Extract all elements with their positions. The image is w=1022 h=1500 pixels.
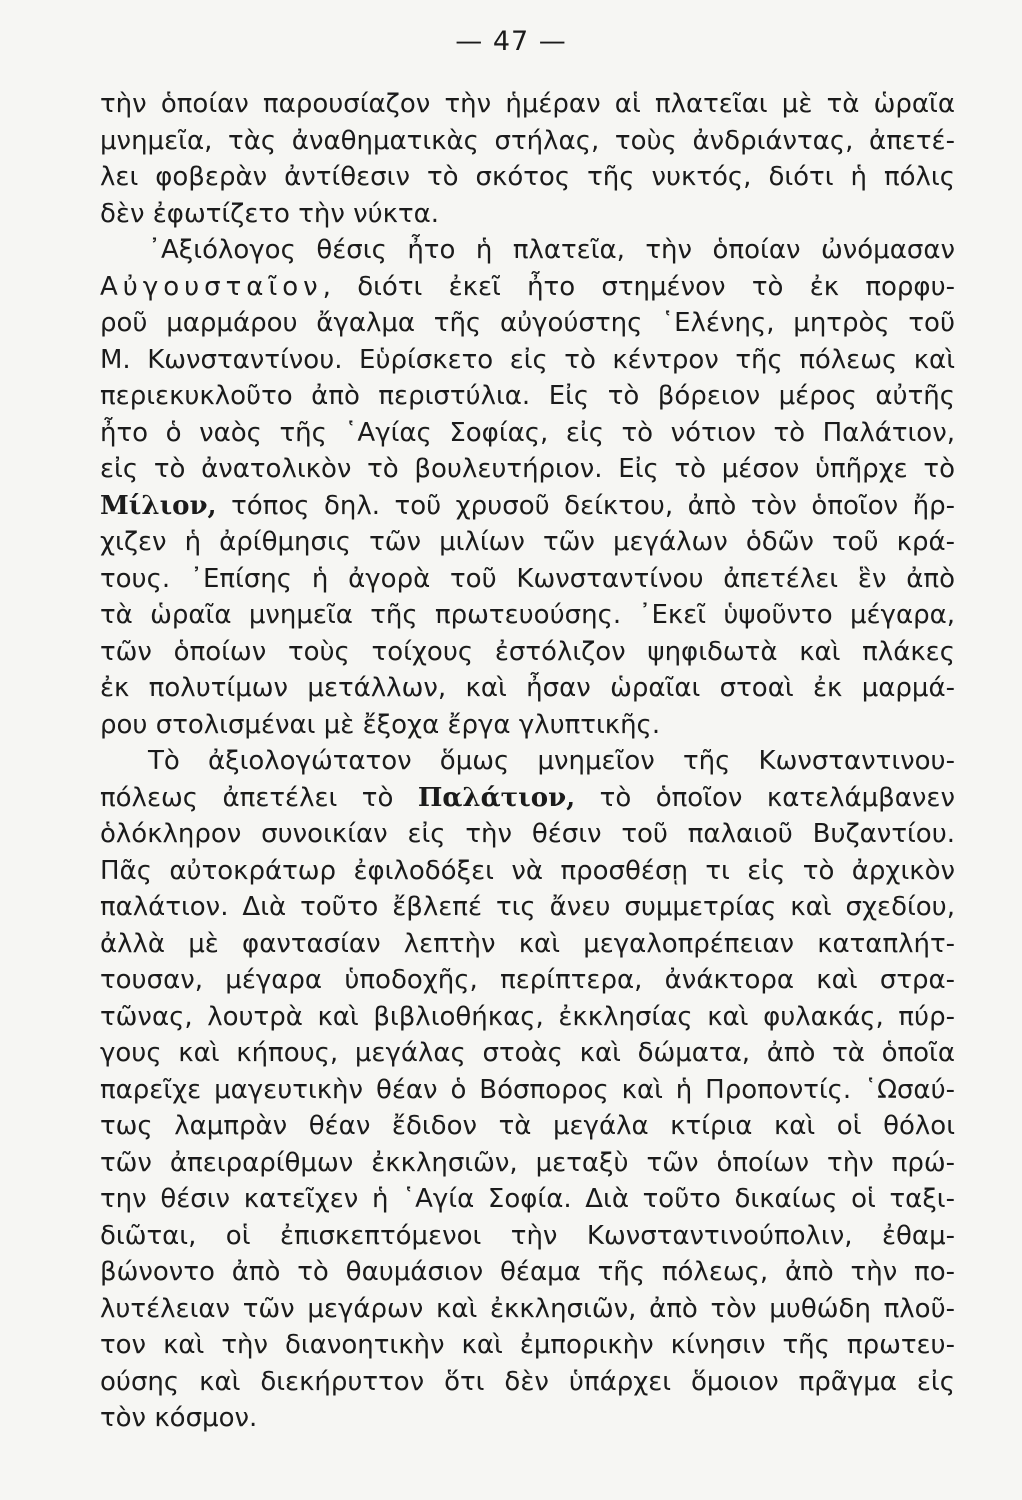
text-line: τὴν ὁποίαν παρουσίαζον τὴν ἡμέραν αἱ πλατεῖαι μὲ τὰ ὡραῖα — [100, 89, 955, 119]
text-line: ρου στολισμέναι μὲ ἔξοχα ἔργα γλυπτικῆς. — [100, 709, 661, 740]
text-line: ὁλόκληρον συνοικίαν εἰς τὴν θέσιν τοῦ παλαιοῦ Βυζαντίου. — [100, 819, 955, 849]
body-text — [100, 86, 955, 1437]
bold-term-palation: Παλάτιον, — [417, 782, 576, 813]
text-line: ροῦ μαρμάρου ἄγαλμα τῆς αὐγούστης ῾Ελένης, μητρὸς τοῦ — [100, 308, 955, 338]
text-line: εἰς τὸ ἀνατολικὸν τὸ βουλευτήριον. Εἰς τὸ μέσον ὑπῆρχε τὸ — [100, 454, 955, 484]
text-line: Πᾶς αὐτοκράτωρ ἐφιλοδόξει νὰ προσθέσῃ τι εἰς τὸ ἀρχικὸν — [100, 855, 955, 886]
text-line: χιζεν ἡ ἀρίθμησις τῶν μιλίων τῶν μεγάλων ὁδῶν τοῦ κρά- — [100, 527, 955, 557]
text-line: περιεκυκλοῦτο ἀπὸ περιστύλια. Εἰς τὸ βόρειον μέρος αὐτῆς — [100, 381, 955, 411]
text-line: τους. ᾿Επίσης ἡ ἀγορὰ τοῦ Κωνσταντίνου ἀπετέλει ἓν ἀπὸ — [100, 563, 955, 594]
text-line: τὰ ὡραῖα μνημεῖα τῆς πρωτευούσης. ᾿Εκεῖ ὑψοῦντο μέγαρα, — [100, 600, 955, 630]
text-line: βώνοντο ἀπὸ τὸ θαυμάσιον θέαμα τῆς πόλεως, ἀπὸ τὴν πο- — [100, 1257, 955, 1287]
page-number: — 47 — — [455, 26, 567, 57]
text-line: παλάτιον. Διὰ τοῦτο ἔβλεπέ τις ἄνευ συμμετρίας καὶ σχεδίου, — [100, 892, 955, 922]
text-line: γους καὶ κήπους, μεγάλας στοὰς καὶ δώματα, ἀπὸ τὰ ὁποῖα — [100, 1038, 955, 1068]
text-line: τὸν κόσμον. — [100, 1403, 258, 1433]
text-line: ᾿Αξιόλογος θέσις ἦτο ἡ πλατεῖα, τὴν ὁποίαν ὠνόμασαν — [148, 235, 955, 265]
spaced-word-augustaion: Αὐγουσταῖον — [100, 271, 323, 302]
line-rest: τὸ ὁποῖον κατελάμβανεν — [575, 782, 955, 813]
text-line — [100, 780, 955, 817]
text-line: Τὸ ἀξιολογώτατον ὅμως μνημεῖον τῆς Κωνσταντινου- — [148, 746, 955, 776]
text-line — [100, 269, 955, 306]
text-line: παρεῖχε μαγευτικὴν θέαν ὁ Βόσπορος καὶ ἡ Προποντίς. ῾Ωσαύ- — [100, 1074, 955, 1105]
text-line: τουσαν, μέγαρα ὑποδοχῆς, περίπτερα, ἀνάκτορα καὶ στρα- — [100, 965, 955, 995]
text-line: λει φοβερὰν ἀντίθεσιν τὸ σκότος τῆς νυκτός, διότι ἡ πόλις — [100, 162, 955, 192]
text-line: τως λαμπρὰν θέαν ἔδιδον τὰ μεγάλα κτίρια καὶ οἱ θόλοι — [100, 1111, 955, 1141]
line-rest: τόπος δηλ. τοῦ χρυσοῦ δείκτου, ἀπὸ τὸν ὁποῖον ἤρ- — [216, 490, 955, 521]
text-line: τῶν ἀπειραρίθμων ἐκκλησιῶν, μεταξὺ τῶν ὁποίων τὴν πρώ- — [100, 1147, 955, 1178]
line-rest: , διότι ἐκεῖ ἦτο στημένον τὸ ἐκ πορφυ- — [322, 271, 955, 302]
text-line — [100, 488, 955, 525]
text-line: τον καὶ τὴν διανοητικὴν καὶ ἐμπορικὴν κίνησιν τῆς πρωτευ- — [100, 1330, 955, 1360]
text-line: λυτέλειαν τῶν μεγάρων καὶ ἐκκλησιῶν, ἀπὸ τὸν μυθώδη πλοῦ- — [100, 1293, 955, 1324]
text-line: δὲν ἐφωτίζετο τὴν νύκτα. — [100, 198, 440, 229]
text-line: διῶται, οἱ ἐπισκεπτόμενοι τὴν Κωνσταντινούπολιν, ἐθαμ- — [100, 1220, 955, 1251]
text-line: ούσης καὶ διεκήρυττον ὅτι δὲν ὑπάρχει ὅμοιον πρᾶγμα εἰς — [100, 1366, 955, 1397]
text-line: τῶνας, λουτρὰ καὶ βιβλιοθήκας, ἐκκλησίας καὶ φυλακάς, πύρ- — [100, 1001, 955, 1032]
line-start: πόλεως ἀπετέλει τὸ — [100, 782, 418, 813]
text-line: ἐκ πολυτίμων μετάλλων, καὶ ἦσαν ὡραῖαι στοαὶ ἐκ μαρμά- — [100, 673, 955, 703]
text-line: την θέσιν κατεῖχεν ἡ ῾Αγία Σοφία. Διὰ τοῦτο δικαίως οἱ ταξι- — [100, 1184, 955, 1214]
text-line: ἦτο ὁ ναὸς τῆς ῾Αγίας Σοφίας, εἰς τὸ νότιον τὸ Παλάτιον, — [100, 417, 955, 448]
text-line: Μ. Κωνσταντίνου. Εὑρίσκετο εἰς τὸ κέντρον τῆς πόλεως καὶ — [100, 344, 955, 375]
text-line: μνημεῖα, τὰς ἀναθηματικὰς στήλας, τοὺς ἀνδριάντας, ἀπετέ- — [100, 125, 955, 156]
text-line: ἀλλὰ μὲ φαντασίαν λεπτὴν καὶ μεγαλοπρέπειαν καταπλήτ- — [100, 928, 955, 959]
text-line: τῶν ὁποίων τοὺς τοίχους ἐστόλιζον ψηφιδωτὰ καὶ πλάκες — [100, 636, 955, 667]
bold-term-milion: Μίλιον, — [100, 490, 217, 521]
